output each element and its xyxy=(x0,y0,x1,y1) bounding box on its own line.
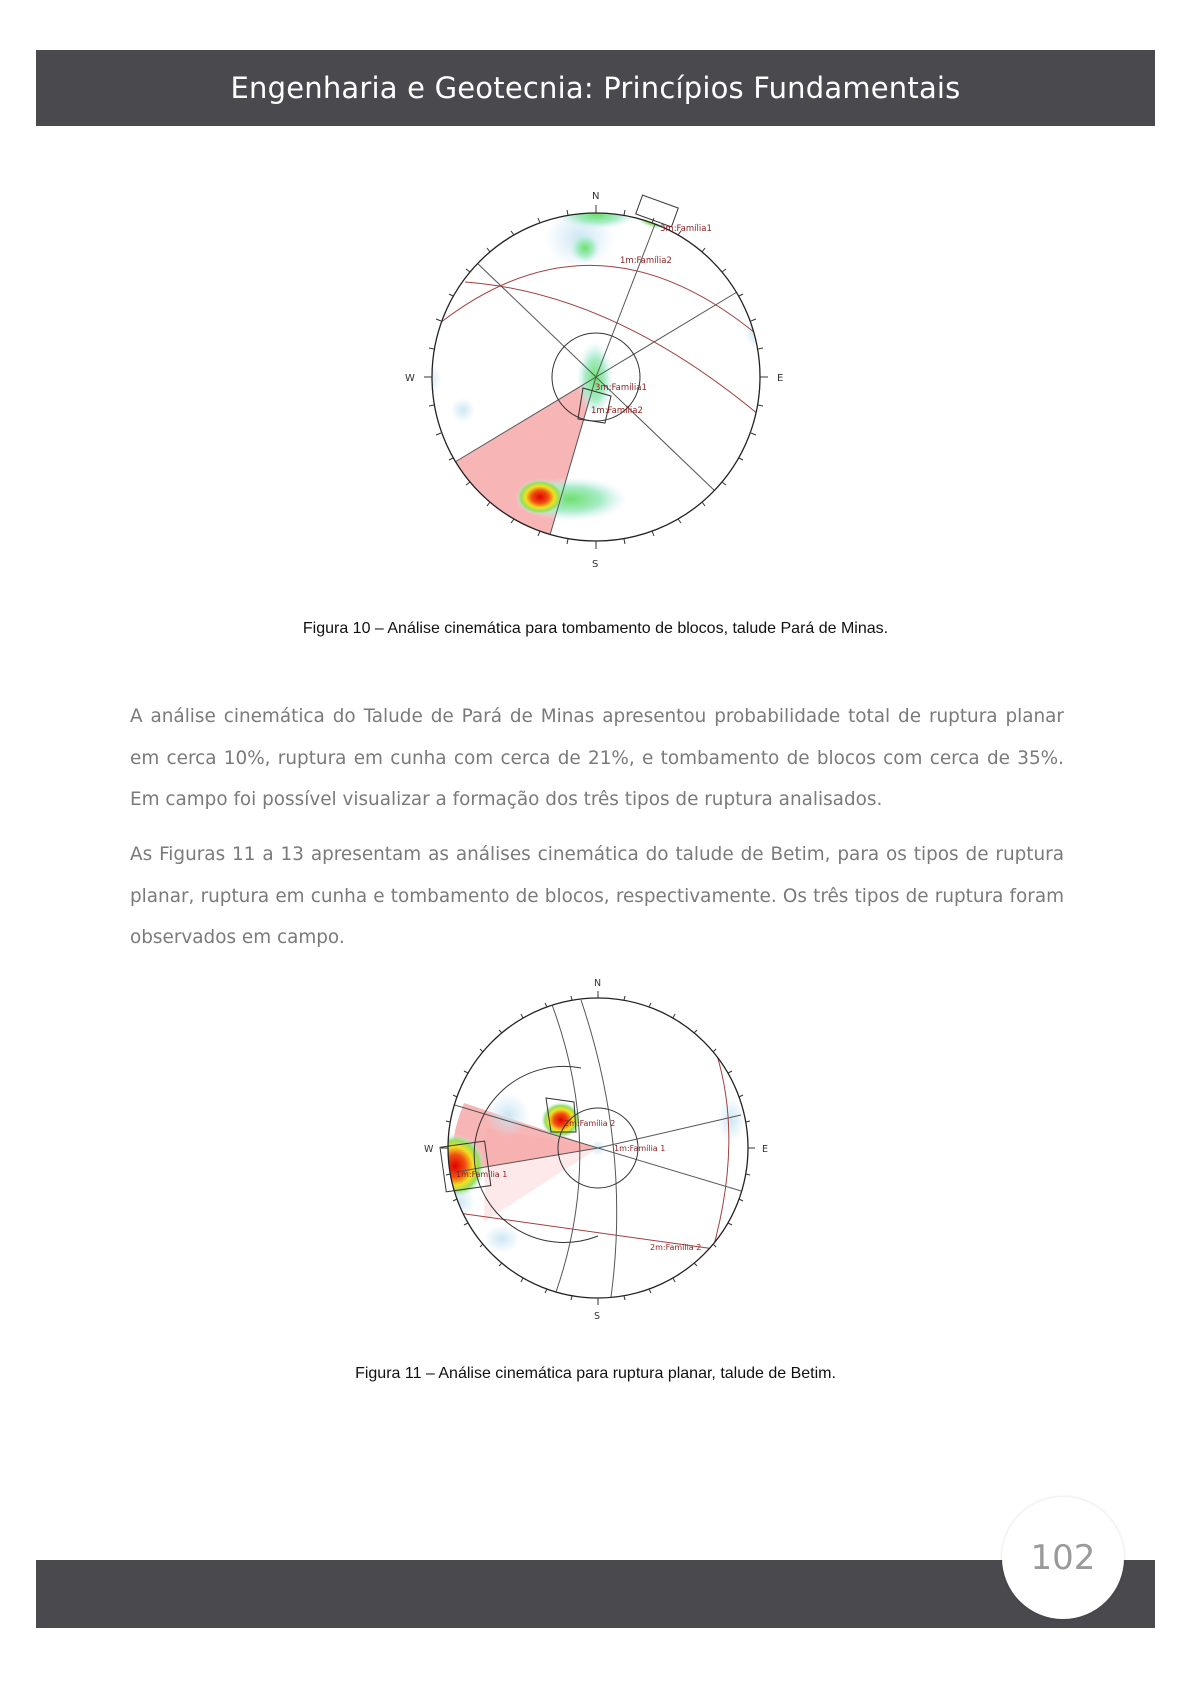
set-label: 1m:Família2 xyxy=(620,256,672,266)
set-label: 2m:Família 2 xyxy=(650,1243,702,1252)
page-number: 102 xyxy=(1030,1538,1096,1578)
set-label: 2m:Família 2 xyxy=(564,1119,616,1128)
set-label: 3m:Família1 xyxy=(660,224,712,234)
compass-east: E xyxy=(777,373,784,384)
compass-south: S xyxy=(594,1311,601,1322)
stereonet-figure-10 xyxy=(395,183,795,575)
plane-line xyxy=(596,292,737,377)
set-label: 1m:Família 1 xyxy=(614,1144,666,1153)
compass-east: E xyxy=(762,1144,769,1155)
density-contour xyxy=(451,398,475,422)
figure-10-caption: Figura 10 – Análise cinemática para tombamento de blocos, talude Pará de Minas. xyxy=(302,620,889,637)
density-contour xyxy=(570,233,600,263)
density-contour xyxy=(486,1093,530,1137)
compass-north: N xyxy=(594,978,602,989)
density-contour xyxy=(414,363,442,395)
page-number-badge xyxy=(1002,1497,1124,1619)
compass-north: N xyxy=(592,191,600,202)
body-paragraph: A análise cinemática do Talude de Pará de Minas apresentou probabilidade total de ruptura planar em cerca 10%, ruptura em cunha com cerca de 21%, e tombamento de blocos com cerca de 35%. Em campo foi possível visualizar a formação dos três tipos de ruptura analisados. xyxy=(130,706,1064,810)
density-contour xyxy=(516,479,564,515)
set-label: 1m:Família 1 xyxy=(456,1170,508,1179)
compass-west: W xyxy=(405,373,415,384)
header-bar xyxy=(36,50,1155,126)
set-label: 3m:Família1 xyxy=(595,383,647,393)
density-contour xyxy=(484,1225,520,1253)
figure-11-caption: Figura 11 – Análise cinemática para ruptura planar, talude de Betim. xyxy=(355,1365,836,1382)
footer-bar xyxy=(36,1560,1155,1628)
document-title: Engenharia e Geotecnia: Princípios Fundamentais xyxy=(230,71,961,105)
density-contour xyxy=(745,319,765,347)
compass-south: S xyxy=(592,559,599,570)
compass-west: W xyxy=(424,1144,434,1155)
body-paragraph: As Figuras 11 a 13 apresentam as análises cinemática do talude de Betim, para os tipos de ruptura planar, ruptura em cunha e tombamento de blocos, respectivamente. Os três tipos de ruptura foram observados em campo. xyxy=(130,844,1064,948)
stereonet-figure-11 xyxy=(416,972,781,1327)
set-label: 1m:Família2 xyxy=(591,406,643,416)
great-circle xyxy=(440,265,755,333)
